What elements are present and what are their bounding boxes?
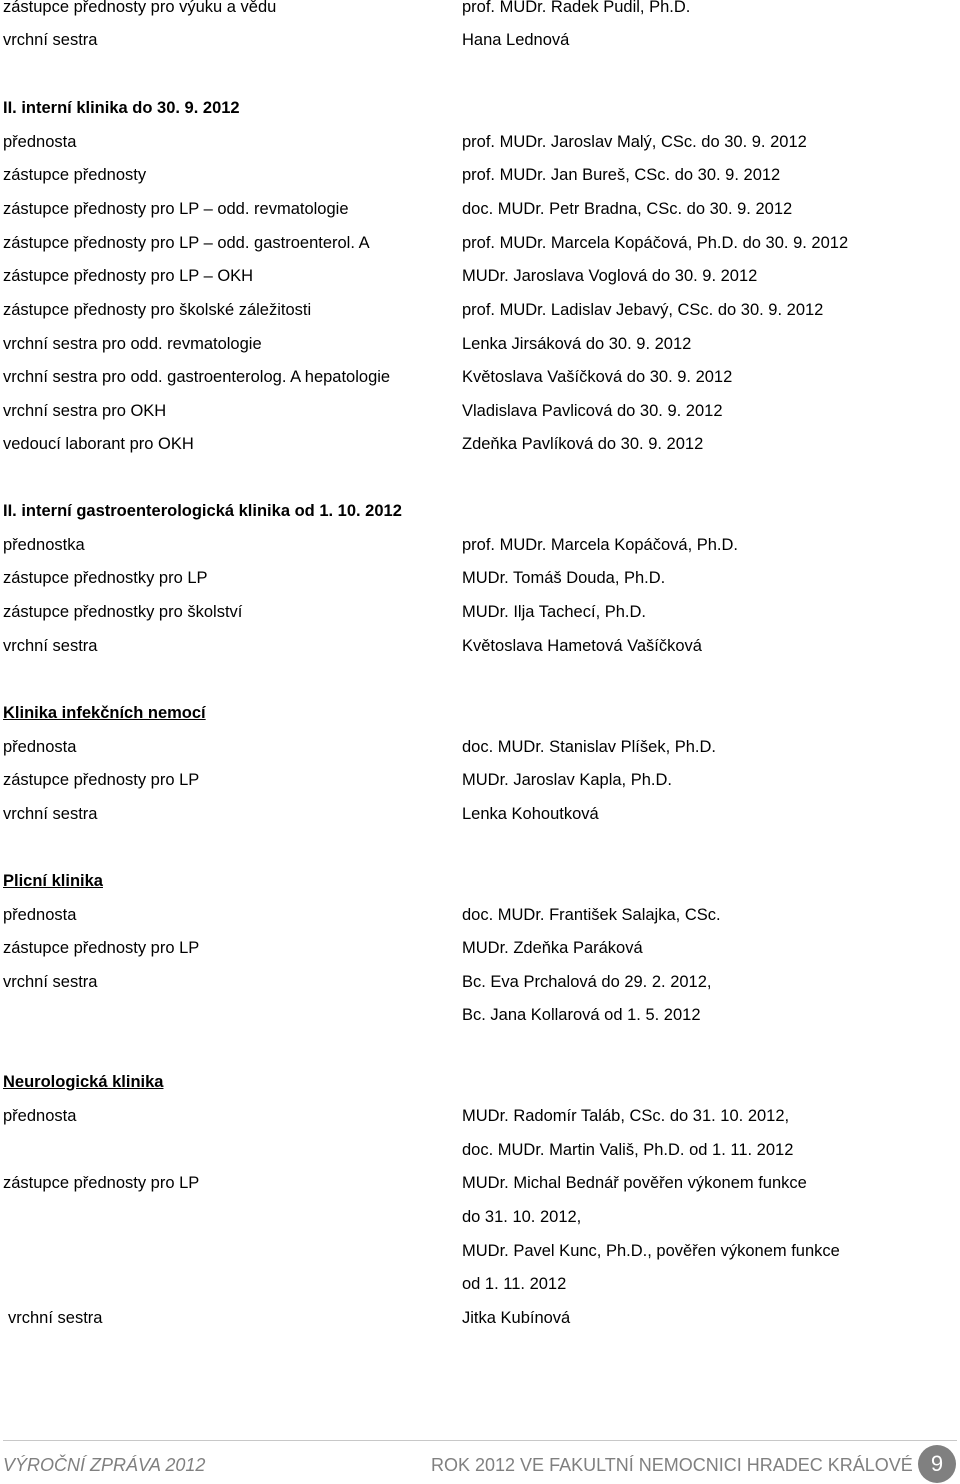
page-number-badge: 9 xyxy=(918,1445,956,1483)
person-name: do 31. 10. 2012, xyxy=(462,1208,582,1226)
list-item xyxy=(3,164,953,186)
list-item xyxy=(3,29,953,51)
role-label: přednosta xyxy=(3,1107,77,1125)
role-label: vrchní sestra xyxy=(8,1309,103,1327)
role-label: přednosta xyxy=(3,133,77,151)
role-label: zástupce přednosty pro školské záležitosti xyxy=(3,301,312,319)
list-item xyxy=(3,904,953,926)
role-label: zástupce přednostky pro LP xyxy=(3,569,208,587)
list-item xyxy=(3,198,953,220)
list-item xyxy=(3,433,953,455)
person-name: prof. MUDr. Marcela Kopáčová, Ph.D. do 30. 9. 2012 xyxy=(462,234,849,252)
list-item xyxy=(3,1105,953,1127)
role-label: vedoucí laborant pro OKH xyxy=(3,435,194,453)
person-name: Hana Lednová xyxy=(462,31,570,49)
person-name: doc. MUDr. Stanislav Plíšek, Ph.D. xyxy=(462,738,717,756)
role-label: přednostka xyxy=(3,536,85,554)
footer-report-title: VÝROČNÍ ZPRÁVA 2012 xyxy=(3,1455,206,1475)
list-item xyxy=(3,400,953,422)
role-label: vrchní sestra xyxy=(3,973,98,991)
role-label: přednosta xyxy=(3,738,77,756)
footer-hospital-title: ROK 2012 VE FAKULTNÍ NEMOCNICI HRADEC KRÁLOVÉ xyxy=(431,1455,913,1475)
person-name: prof. MUDr. Jan Bureš, CSc. do 30. 9. 2012 xyxy=(462,166,781,184)
person-name: Lenka Jirsáková do 30. 9. 2012 xyxy=(462,335,692,353)
person-name: MUDr. Michal Bednář pověřen výkonem funkce xyxy=(462,1174,807,1192)
person-name: prof. MUDr. Marcela Kopáčová, Ph.D. xyxy=(462,536,739,554)
list-item xyxy=(3,299,953,321)
person-name: doc. MUDr. František Salajka, CSc. xyxy=(462,906,721,924)
person-name: MUDr. Pavel Kunc, Ph.D., pověřen výkonem funkce xyxy=(462,1242,840,1260)
role-label: zástupce přednostky pro školství xyxy=(3,603,243,621)
person-name: prof. MUDr. Jaroslav Malý, CSc. do 30. 9. 2012 xyxy=(462,133,807,151)
role-label: zástupce přednosty pro výuku a vědu xyxy=(3,0,277,16)
person-name: MUDr. Ilja Tachecí, Ph.D. xyxy=(462,603,647,621)
list-item xyxy=(3,1004,953,1026)
list-item xyxy=(3,0,953,18)
list-item xyxy=(3,736,953,758)
role-label: zástupce přednosty xyxy=(3,166,147,184)
list-item xyxy=(3,366,953,388)
list-item xyxy=(3,937,953,959)
role-label: zástupce přednosty pro LP xyxy=(3,771,200,789)
person-name: Květoslava Vašíčková do 30. 9. 2012 xyxy=(462,368,733,386)
role-label: zástupce přednosty pro LP – OKH xyxy=(3,267,254,285)
list-item xyxy=(3,769,953,791)
list-item xyxy=(3,601,953,623)
person-name: Bc. Eva Prchalová do 29. 2. 2012, xyxy=(462,973,712,991)
section-heading: II. interní gastroenterologická klinika od 1. 10. 2012 xyxy=(3,502,402,520)
list-item xyxy=(3,265,953,287)
person-name: Zdeňka Pavlíková do 30. 9. 2012 xyxy=(462,435,704,453)
list-item xyxy=(3,803,953,825)
list-item xyxy=(3,534,953,556)
list-item xyxy=(3,1172,953,1194)
person-name: Květoslava Hametová Vašíčková xyxy=(462,637,702,655)
list-item xyxy=(3,1273,953,1295)
person-name: MUDr. Jaroslava Voglová do 30. 9. 2012 xyxy=(462,267,758,285)
person-name: MUDr. Jaroslav Kapla, Ph.D. xyxy=(462,771,672,789)
person-name: MUDr. Tomáš Douda, Ph.D. xyxy=(462,569,666,587)
list-item xyxy=(3,1206,953,1228)
list-item xyxy=(3,635,953,657)
person-name: Vladislava Pavlicová do 30. 9. 2012 xyxy=(462,402,723,420)
person-name: doc. MUDr. Petr Bradna, CSc. do 30. 9. 2012 xyxy=(462,200,793,218)
person-name: MUDr. Zdeňka Paráková xyxy=(462,939,643,957)
person-name: Bc. Jana Kollarová od 1. 5. 2012 xyxy=(462,1006,701,1024)
list-item xyxy=(3,131,953,153)
role-label: zástupce přednosty pro LP – odd. gastroenterol. A xyxy=(3,234,370,252)
role-label: vrchní sestra pro OKH xyxy=(3,402,167,420)
person-name: prof. MUDr. Radek Pudil, Ph.D. xyxy=(462,0,691,16)
list-item xyxy=(3,1240,953,1262)
section-heading: Plicní klinika xyxy=(3,872,103,890)
person-name: od 1. 11. 2012 xyxy=(462,1275,567,1293)
section-heading: II. interní klinika do 30. 9. 2012 xyxy=(3,99,240,117)
list-item xyxy=(3,1307,953,1329)
list-item xyxy=(3,1139,953,1161)
section-heading: Neurologická klinika xyxy=(3,1073,164,1091)
role-label: vrchní sestra xyxy=(3,637,98,655)
list-item xyxy=(3,971,953,993)
person-name: Lenka Kohoutková xyxy=(462,805,599,823)
footer-divider xyxy=(3,1440,957,1441)
role-label: vrchní sestra xyxy=(3,805,98,823)
role-label: zástupce přednosty pro LP xyxy=(3,1174,200,1192)
person-name: Jitka Kubínová xyxy=(462,1309,571,1327)
role-label: zástupce přednosty pro LP – odd. revmatologie xyxy=(3,200,349,218)
person-name: MUDr. Radomír Taláb, CSc. do 31. 10. 2012, xyxy=(462,1107,790,1125)
role-label: přednosta xyxy=(3,906,77,924)
list-item xyxy=(3,333,953,355)
role-label: vrchní sestra pro odd. revmatologie xyxy=(3,335,262,353)
person-name: prof. MUDr. Ladislav Jebavý, CSc. do 30. 9. 2012 xyxy=(462,301,824,319)
role-label: zástupce přednosty pro LP xyxy=(3,939,200,957)
list-item xyxy=(3,232,953,254)
list-item xyxy=(3,567,953,589)
person-name: doc. MUDr. Martin Vališ, Ph.D. od 1. 11. 2012 xyxy=(462,1141,794,1159)
role-label: vrchní sestra pro odd. gastroenterolog. A hepatologie xyxy=(3,368,391,386)
role-label: vrchní sestra xyxy=(3,31,98,49)
section-heading: Klinika infekčních nemocí xyxy=(3,704,206,722)
